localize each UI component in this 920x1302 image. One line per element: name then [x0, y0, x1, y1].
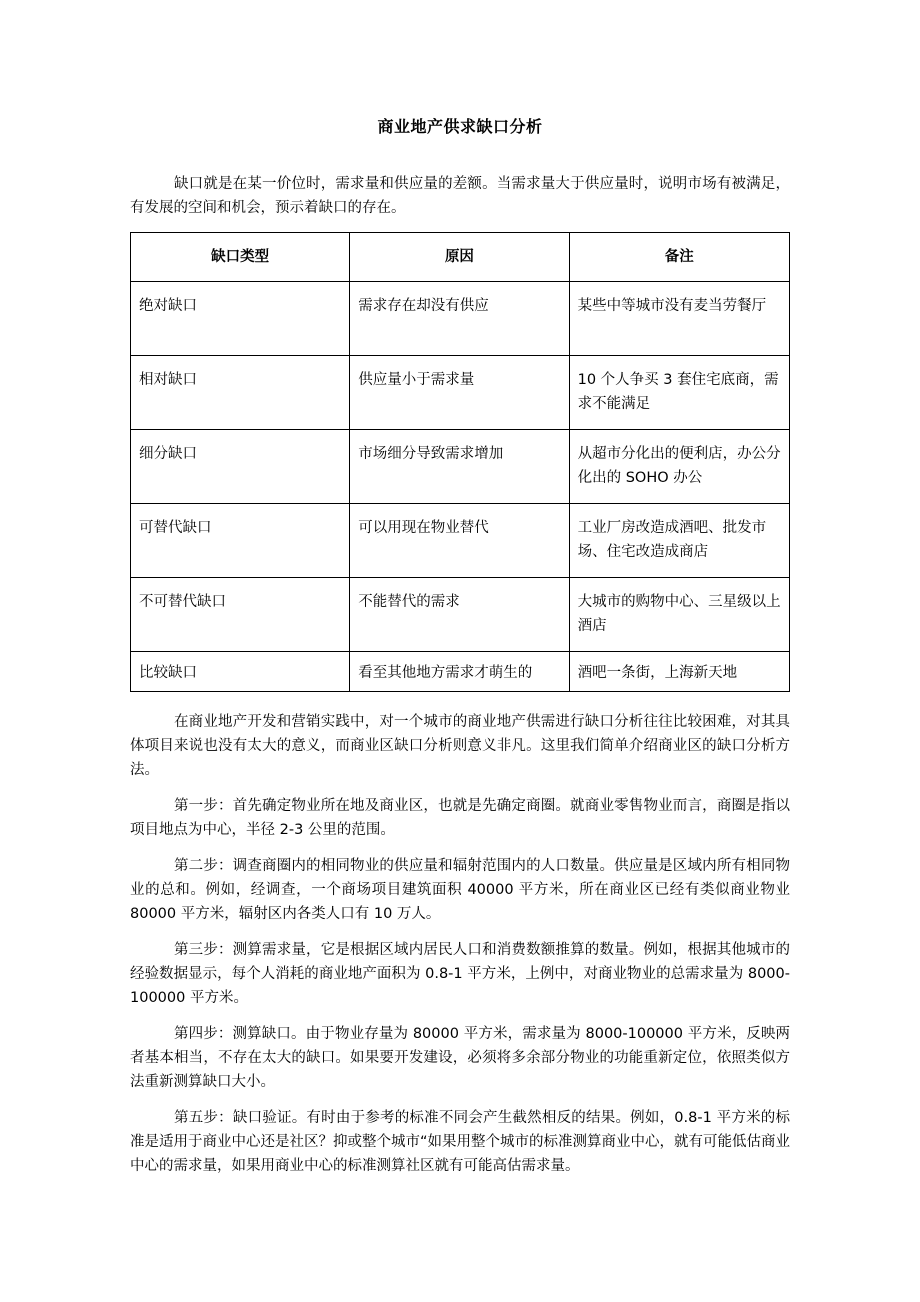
cell-remark: 从超市分化出的便利店，办公分化出的 SOHO 办公 [569, 430, 789, 504]
header-gap-type: 缺口类型 [131, 233, 350, 282]
step-one-paragraph: 第一步：首先确定物业所在地及商业区，也就是先确定商圈。就商业零售物业而言，商圈是指以项目地点为中心，半径 2-3 公里的范围。 [130, 798, 790, 838]
cell-reason: 看至其他地方需求才萌生的 [350, 652, 569, 692]
table-row [131, 282, 790, 356]
step-five-paragraph: 第五步：缺口验证。有时由于参考的标准不同会产生截然相反的结果。例如，0.8-1 平方米的标准是适用于商业中心还是社区？抑或整个城市“如果用整个城市的标准测算商业中心，就有可能低估商业中心的需求量，如果用商业中心的标准测算社区就有可能高估需求量。 [130, 1110, 791, 1174]
table-row [131, 652, 790, 692]
cell-gap-type: 绝对缺口 [131, 282, 350, 356]
header-remark: 备注 [569, 233, 789, 282]
page-title: 商业地产供求缺口分析 [377, 117, 543, 136]
step-three-paragraph: 第三步：测算需求量，它是根据区域内居民人口和消费数额推算的数量。例如，根据其他城市的经验数据显示，每个人消耗的商业地产面积为 0.8-1 平方米，上例中，对商业物业的总需求量为 8000-100000 平方米。 [130, 942, 790, 1006]
intro-paragraph: 缺口就是在某一价位时，需求量和供应量的差额。当需求量大于供应量时，说明市场有被满足，有发展的空间和机会，预示着缺口的存在。 [130, 176, 790, 216]
table-header-row [131, 233, 790, 282]
step-four-paragraph: 第四步：测算缺口。由于物业存量为 80000 平方米，需求量为 8000-100000 平方米，反映两者基本相当，不存在太大的缺口。如果要开发建设，必须将多余部分物业的功能重新定位，依照类似方法重新测算缺口大小。 [130, 1026, 790, 1090]
cell-remark: 酒吧一条街，上海新天地 [569, 652, 789, 692]
cell-reason: 不能替代的需求 [350, 578, 569, 652]
cell-gap-type: 可替代缺口 [131, 504, 350, 578]
cell-reason: 市场细分导致需求增加 [350, 430, 569, 504]
gap-type-table [130, 232, 790, 692]
cell-reason: 需求存在却没有供应 [350, 282, 569, 356]
cell-remark: 10 个人争买 3 套住宅底商，需求不能满足 [569, 356, 789, 430]
cell-gap-type: 不可替代缺口 [131, 578, 350, 652]
body-paragraph: 在商业地产开发和营销实践中，对一个城市的商业地产供需进行缺口分析往往比较困难，对其具体项目来说也没有太大的意义，而商业区缺口分析则意义非凡。这里我们简单介绍商业区的缺口分析方法。 [130, 714, 790, 778]
cell-remark: 某些中等城市没有麦当劳餐厅 [569, 282, 789, 356]
cell-reason: 可以用现在物业替代 [350, 504, 569, 578]
cell-remark: 大城市的购物中心、三星级以上酒店 [569, 578, 789, 652]
table-row [131, 578, 790, 652]
step-two-paragraph: 第二步：调查商圈内的相同物业的供应量和辐射范围内的人口数量。供应量是区域内所有相同物业的总和。例如，经调查，一个商场项目建筑面积 40000 平方米，所在商业区已经有类似商业物业 80000 平方米，辐射区内各类人口有 10 万人。 [130, 858, 790, 922]
cell-reason: 供应量小于需求量 [350, 356, 569, 430]
cell-remark: 工业厂房改造成酒吧、批发市场、住宅改造成商店 [569, 504, 789, 578]
header-reason: 原因 [350, 233, 569, 282]
table-row [131, 430, 790, 504]
cell-gap-type: 比较缺口 [131, 652, 350, 692]
table-row [131, 504, 790, 578]
cell-gap-type: 相对缺口 [131, 356, 350, 430]
table-row [131, 356, 790, 430]
cell-gap-type: 细分缺口 [131, 430, 350, 504]
